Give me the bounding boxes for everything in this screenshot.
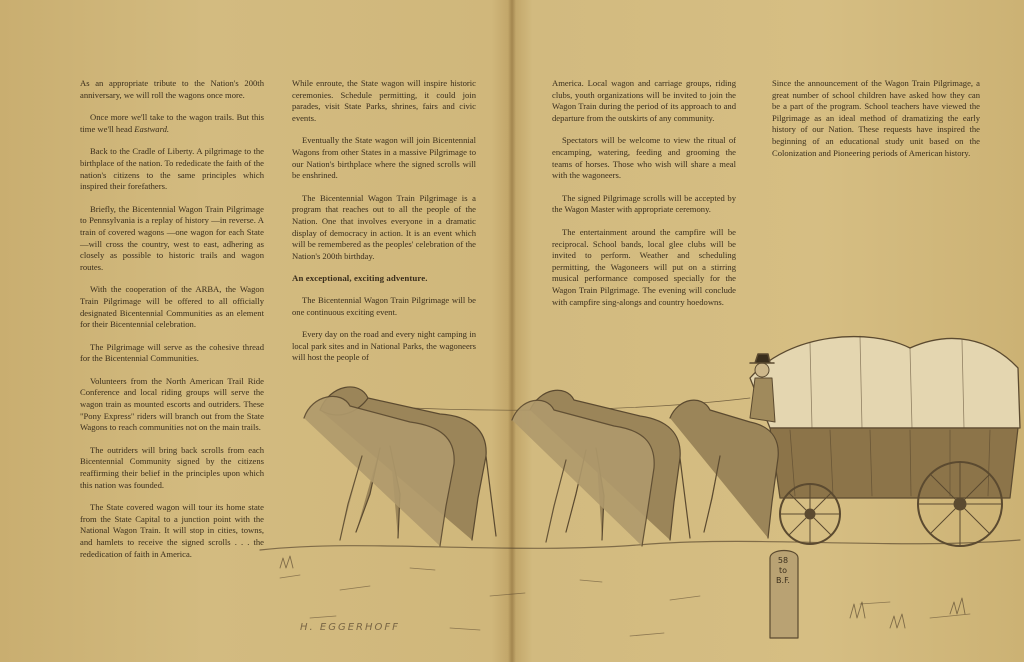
milestone-line: B.F. — [776, 576, 790, 585]
text-column-3 — [552, 78, 736, 319]
paragraph: The outriders will bring back scrolls from each Bicentennial Community signed by the citizens reaffirming their belief in the principles upon which this nation was founded. — [80, 444, 264, 490]
middle-horse-pair — [512, 390, 690, 546]
text-column-4 — [772, 78, 980, 170]
grass-tufts — [280, 556, 965, 628]
wagon-box — [770, 428, 1018, 498]
paragraph: Since the announcement of the Wagon Train Pilgrimage, a great number of school children have asked how they can be a part of the program. School teachers have viewed the Pilgrimage as an ideal method of dramatizing the early history of our Nation. These requests have inspired the beginning of an educational study unit based on the Colonization and Pioneering periods of American history. — [772, 78, 980, 158]
milestone-line: 58 — [777, 556, 789, 565]
text-column-1 — [80, 78, 264, 571]
front-wheel-spokes — [780, 484, 840, 544]
rear-wheel-spokes — [918, 462, 1002, 546]
emphasis-eastward: Eastward. — [134, 123, 170, 134]
driver-hat — [750, 354, 774, 363]
paragraph: Back to the Cradle of Liberty. A pilgrimage to the birthplace of the nation. To rededicate the faith of the nation's citizens to the same principles which inspired their forefathers. — [80, 146, 264, 192]
paragraph: The Pilgrimage will serve as the cohesive thread for the Bicentennial Communities. — [80, 341, 264, 364]
paragraph: Spectators will be welcome to view the ritual of encamping, watering, feeding and grooming the teams of horses. Those who wish will share a meal with the wagoneers. — [552, 135, 736, 181]
paragraph: Briefly, the Bicentennial Wagon Train Pilgrimage to Pennsylvania is a replay of history —in reverse. A train of covered wagons —one wagon for each State—will cross the country, west to east, adhering as closely as possible to historic trails and wagon routes. — [80, 203, 264, 272]
wagon-cover — [750, 337, 1020, 428]
driver-body — [750, 378, 775, 422]
paragraph: Every day on the road and every night camping in local park sites and in National Parks, the wagoneers will host the people of — [292, 329, 476, 363]
milestone-inscription — [772, 556, 794, 586]
wagon-train-illustration — [250, 318, 1024, 662]
paragraph: The entertainment around the campfire will be reciprocal. School bands, local glee clubs will be invited to perform. Weather and scheduling permitting, the Wagoneers will put on a stirring musical performance composed specially for the Wagon Train Pilgrimage. The evening will conclude with campfire sing-alongs and country hoedowns. — [552, 226, 736, 307]
paragraph: The Bicentennial Wagon Train Pilgrimage is a program that reaches out to all the people of the Nation. One that involves everyone in a dramatic display of democracy in action. It is an event which will be remembered as the peoples' celebration of the Nation's 200th birthday. — [292, 192, 476, 261]
wheel-horse-pair — [670, 400, 778, 538]
artist-signature: H. EGGERHOFF — [300, 622, 400, 633]
paragraph: The Bicentennial Wagon Train Pilgrimage will be one continuous exciting event. — [292, 294, 476, 317]
section-heading: An exceptional, exciting adventure. — [292, 273, 428, 284]
paragraph: Volunteers from the North American Trail Ride Conference and local riding groups will serve the wagon train as mounted escorts and outriders. These "Pony Express" riders will branch out from the State Wagons to reach communities not on the main trails. — [80, 375, 264, 433]
paragraph: The signed Pilgrimage scrolls will be accepted by the Wagon Master with appropriate ceremony. — [552, 192, 736, 215]
paragraph: As an appropriate tribute to the Nation's 200th anniversary, we will roll the wagons once more. — [80, 78, 264, 100]
paragraph: The State covered wagon will tour its home state from the State Capital to a junction point with the National Wagon Train. It will stop in cities, towns, and hamlets to receive the signed scrolls . . . the rededication of faith in America. — [80, 502, 264, 559]
paragraph: Eventually the State wagon will join Bicentennial Wagons from other States in a massive Pilgrimage to our Nation's birthplace where the signed scrolls will be enshrined. — [292, 135, 476, 181]
paragraph: With the cooperation of the ARBA, the Wagon Train Pilgrimage will be offered to all officially designated Bicentennial Communities as an element for their Bicentennial celebration. — [80, 284, 264, 330]
paragraph: Once more we'll take to the wagon trails. But this time we'll head Eastward. — [80, 112, 264, 134]
driver-head — [755, 363, 769, 377]
lead-horse-pair — [304, 387, 496, 546]
paragraph: America. Local wagon and carriage groups, riding clubs, youth organizations will be invited to join the Wagon Train during the period of its approach to and departure from the outskirts of any community. — [552, 78, 736, 123]
paragraph: While enroute, the State wagon will inspire historic ceremonies. Schedule permitting, it could join parades, visit State Parks, shrines, fairs and civic events. — [292, 78, 476, 123]
milestone-line: to — [778, 566, 788, 575]
